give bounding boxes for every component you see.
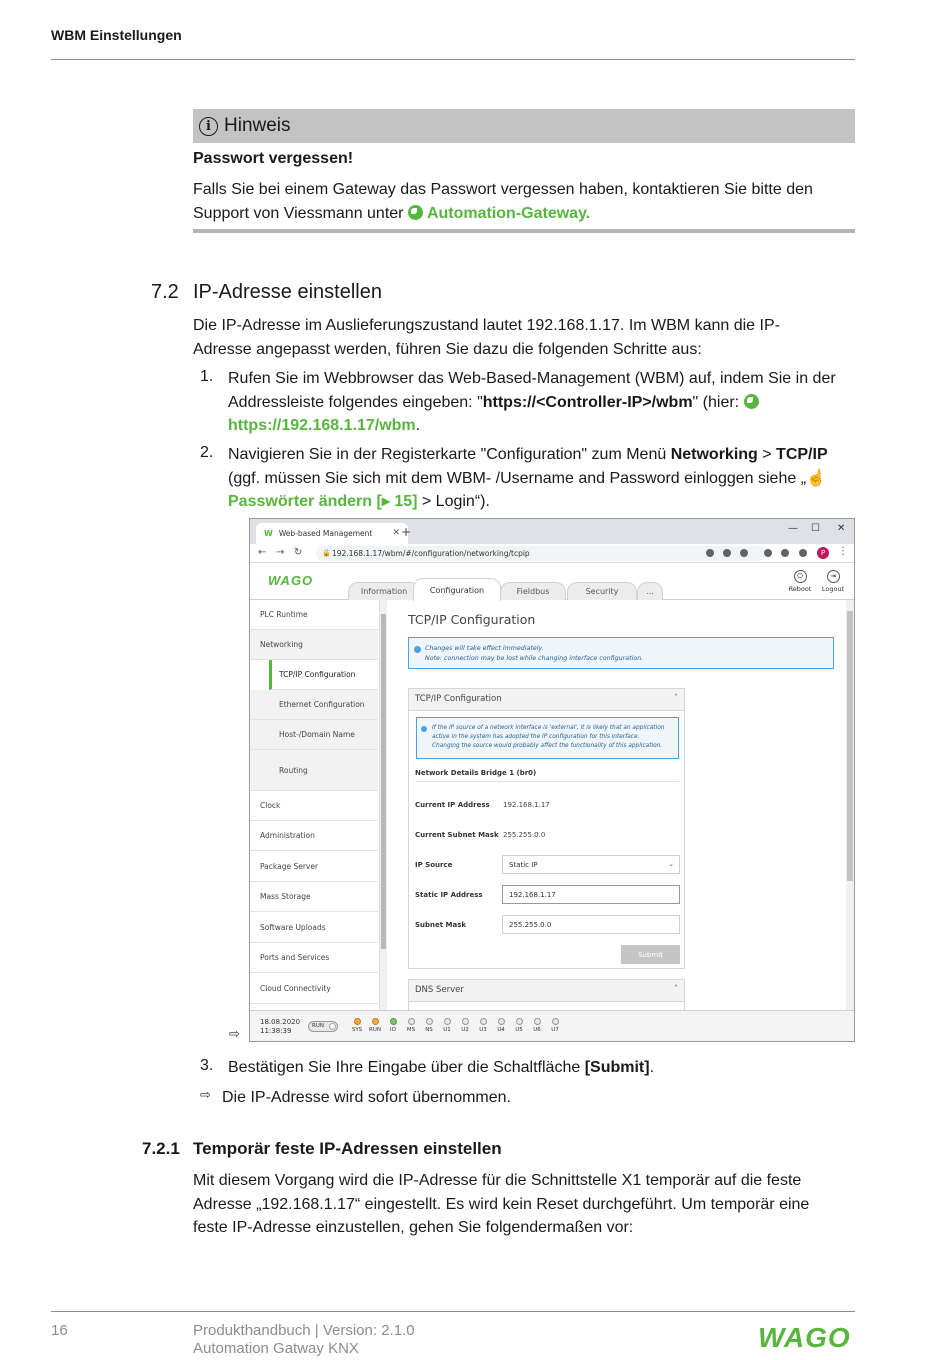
browser-tab-title: Web-based Management [278,529,373,538]
led-indicator [408,1018,415,1025]
section-number: 7.2 [151,281,179,303]
page-number: 16 [51,1322,68,1339]
sidebar-item-networking[interactable]: Networking [250,630,378,660]
sidebar-item-mass-storage[interactable]: Mass Storage [250,882,378,912]
led-u6 [530,1018,544,1033]
wbm-screenshot [249,518,855,1042]
step3-number: 3. [200,1057,214,1074]
chevron-up-icon[interactable]: ˄ [674,693,678,702]
led-ms [404,1018,418,1033]
sidebar-item-tcpip-configuration[interactable]: TCP/IP Configuration [269,660,378,690]
back-icon[interactable]: ← [258,547,267,558]
more-menu-icon[interactable]: ⋮ [838,546,848,557]
step1-text [228,367,850,438]
sidebar-item-administration[interactable]: Administration [250,821,378,851]
led-indicator [498,1018,505,1025]
section-intro: Die IP-Adresse im Auslieferungszustand lautet 192.168.1.17. Im WBM kann die IP-Adresse angepasst werden, führen Sie dazu die folgenden Schritte aus: [193,317,780,358]
led-u7 [548,1018,562,1033]
tcpip-panel [408,688,685,969]
wago-logo: WAGO [268,573,314,588]
maximize-icon[interactable]: ☐ [811,523,820,534]
step2-link-page: 15] [394,493,418,510]
panel-info-alert [416,717,679,759]
note-link[interactable] [408,205,590,222]
profile-avatar[interactable]: P [817,547,829,559]
led-label: U1 [443,1027,451,1033]
alert-line: Changes will take effect immediately. [425,645,544,652]
led-io [386,1018,400,1033]
step1-text-a: Rufen Sie im Webbrowser das Web-Based-Management (WBM) auf, indem Sie in der Addressleiste folgendes eingeben: " [228,370,836,411]
note-text [193,178,855,225]
step2-end: > Login“). [417,493,490,510]
status-datetime [260,1018,300,1036]
led-indicator [372,1018,379,1025]
ip-source-label: IP Source [415,861,453,869]
led-label: SYS [351,1027,363,1033]
dns-panel-header[interactable] [409,980,684,1002]
subnet-mask-input[interactable]: 255.255.0.0 [502,915,680,934]
wago-logo: WAGO [758,1322,851,1353]
page-header-title: WBM Einstellungen [51,27,182,43]
step2-menu-networking: Networking [670,446,758,463]
note-body: Falls Sie bei einem Gateway das Passwort vergessen haben, kontaktieren Sie bitte den Support von Viessmann unter [193,181,813,222]
result-arrow-icon: ⇨ [229,1026,240,1041]
step1-url-pattern: https://<Controller-IP>/wbm [482,393,693,411]
led-u4 [494,1018,508,1033]
led-u1 [440,1018,454,1033]
hand-pointer-icon: ☝ [806,469,826,487]
current-mask-value: 255.255.0.0 [503,831,546,839]
footer-rule [51,1311,855,1312]
step2-number: 2. [200,444,214,461]
sidebar-item-host-domain-name[interactable]: Host-/Domain Name [250,720,378,750]
close-icon[interactable]: ✕ [392,528,400,538]
led-run [368,1018,382,1033]
note-link-label: Automation-Gateway. [426,204,591,222]
led-label: U2 [461,1027,469,1033]
address-bar[interactable] [316,546,766,561]
led-indicator [444,1018,451,1025]
static-ip-input[interactable]: 192.168.1.17 [502,885,680,904]
step2-text-a: Navigieren Sie in der Registerkarte "Configuration" zum Menü [228,446,671,463]
chevron-down-icon: ⌄ [668,860,674,868]
footer-product-version: Produkthandbuch | Version: 2.1.0 [193,1322,415,1339]
note-subtitle: Passwort vergessen! [193,150,354,167]
status-date: 18.08.2020 [260,1018,301,1026]
logout-icon: ⇥ [827,570,840,583]
window-close-icon[interactable]: ✕ [837,523,846,534]
page-arrow-icon: ▸ [381,493,395,510]
forward-icon[interactable]: → [276,547,285,558]
browser-tab[interactable] [256,523,408,544]
step2-separator: > [757,446,777,463]
extension-icon[interactable] [781,549,789,557]
sidebar-item-package-server[interactable]: Package Server [250,852,378,882]
ip-source-value: Static IP [509,861,538,869]
led-indicator [534,1018,541,1025]
panel-title: TCP/IP Configuration [415,694,502,704]
note-header [193,109,855,143]
globe-icon [408,205,423,220]
led-indicator [354,1018,361,1025]
led-label: NS [425,1027,433,1033]
wbm-header [250,564,854,600]
led-indicator [390,1018,397,1025]
current-ip-label: Current IP Address [415,801,490,809]
led-label: MS [406,1027,416,1033]
wago-favicon-icon: W [264,529,273,538]
current-mask-label: Current Subnet Mask [415,831,499,839]
led-u2 [458,1018,472,1033]
tab-configuration[interactable]: Configuration [413,578,501,601]
alert-line: Note: connection may be lost while changing interface configuration. [425,654,644,662]
sidebar-item-clock[interactable]: Clock [250,791,378,821]
led-indicator [462,1018,469,1025]
wbm-content [388,600,846,1010]
current-ip-value: 192.168.1.17 [503,801,550,809]
step3-text [228,1056,848,1080]
step3-text-a: Bestätigen Sie Ihre Eingabe über die Schaltfläche [228,1059,585,1076]
led-label: RUN [369,1027,381,1033]
step2-link-label: Passwörter ändern [ [228,493,382,510]
subsection-number: 7.2.1 [142,1139,180,1158]
note-bottom-rule [193,229,855,233]
panel-alert-line: Changing the source would probably affect the functionality of this application. [432,743,663,749]
new-tab-icon[interactable]: + [401,525,412,539]
info-icon: i [199,117,218,136]
panel-alert-line: If the IP source of a network interface is 'external', it is likely that an application [432,725,665,731]
wbm-statusbar [250,1010,854,1042]
result-text: Die IP-Adresse wird sofort übernommen. [222,1089,511,1106]
led-sys [350,1018,364,1033]
led-ns [422,1018,436,1033]
led-indicator [480,1018,487,1025]
sidebar-item-plc-runtime[interactable]: PLC Runtime [250,600,378,630]
content-title: TCP/IP Configuration [408,612,536,627]
ip-source-select[interactable] [502,855,680,874]
note-title: Hinweis [224,115,291,136]
led-label: U7 [551,1027,559,1033]
led-indicator [426,1018,433,1025]
result-arrow-icon: ⇨ [200,1087,211,1102]
tab-information[interactable]: Information [348,582,420,600]
info-alert [408,637,834,669]
step2-menu-tcpip: TCP/IP [776,446,828,463]
run-switch-label: RUN [312,1023,324,1029]
dns-panel-title: DNS Server [415,985,464,995]
led-label: U3 [479,1027,487,1033]
step2-text-b: (ggf. müssen Sie sich mit dem WBM- /Username and Password einloggen siehe „ [228,469,807,487]
sidebar-item-cloud-connectivity[interactable]: Cloud Connectivity [250,974,378,1004]
led-label: IO [390,1027,396,1033]
sidebar-item-software-uploads[interactable]: Software Uploads [250,913,378,943]
bookmark-star-icon[interactable] [740,549,748,557]
browser-tab-strip [250,519,854,544]
logout-label: Logout [821,585,845,593]
wbm-sidebar [250,600,380,1010]
led-label: U5 [515,1027,523,1033]
step1-link-label: https://192.168.1.17/wbm [228,417,416,434]
power-icon: ⏻ [794,570,807,583]
reboot-button[interactable] [786,570,814,593]
browser-toolbar [250,544,854,563]
translate-icon[interactable] [723,549,731,557]
led-label: U6 [533,1027,541,1033]
puzzle-icon[interactable] [799,549,807,557]
sidebar-scroll-thumb[interactable] [381,614,386,949]
content-scroll-thumb[interactable] [847,611,853,881]
submit-button[interactable]: Submit [621,945,680,964]
sidebar-item-ethernet-configuration[interactable]: Ethernet Configuration [250,690,378,720]
led-indicator [516,1018,523,1025]
step1-end: . [415,417,421,434]
footer-product-name: Automation Gatway KNX [193,1340,359,1357]
static-ip-label: Static IP Address [415,891,483,899]
step3-end: . [649,1059,655,1076]
section-title: IP-Adresse einstellen [193,281,382,303]
panel-header[interactable] [409,689,684,711]
step1-text-b: " (hier: [692,393,744,411]
step3-submit-label: [Submit] [584,1059,650,1076]
globe-icon [744,394,759,409]
key-icon[interactable] [706,549,714,557]
divider [415,781,679,782]
subsection-title: Temporär feste IP-Adressen einstellen [193,1139,502,1158]
minimize-icon[interactable]: — [788,523,798,534]
run-switch [308,1021,338,1032]
switch-knob [329,1023,336,1030]
panel-alert-line: active in the system has adopted the IP configuration for this interface. [432,734,640,740]
tab-security[interactable]: Security [567,582,637,600]
network-details-heading: Network Details Bridge 1 (br0) [415,769,537,777]
tab-more[interactable]: ... [637,582,663,600]
subnet-mask-label: Subnet Mask [415,921,467,929]
logout-button[interactable] [819,570,847,593]
extension-icon[interactable] [764,549,772,557]
chevron-up-icon[interactable]: ˄ [674,984,678,993]
subsection-text: Mit diesem Vorgang wird die IP-Adresse für die Schnittstelle X1 temporär auf die feste Adresse „192.168.1.17“ eingestellt. Es wird kein Reset durchgeführt. Um temporär eine feste IP-Adresse einzustellen, gehen Sie folgendermaßen vor: [193,1172,810,1236]
lock-icon: 🔒 [322,549,331,557]
info-icon [414,646,421,653]
info-icon [421,726,427,732]
status-time: 11:38:39 [260,1027,292,1035]
reboot-label: Reboot [788,585,812,593]
address-url: 192.168.1.17/wbm/#/configuration/networking/tcpip [332,549,530,558]
led-u5 [512,1018,526,1033]
reload-icon[interactable]: ↻ [294,547,303,558]
sidebar-item-routing[interactable]: Routing [250,750,378,791]
tab-fieldbus[interactable]: Fieldbus [500,582,566,600]
step1-number: 1. [200,368,214,385]
header-rule [51,59,855,60]
led-label: U4 [497,1027,505,1033]
led-u3 [476,1018,490,1033]
led-indicator [552,1018,559,1025]
step2-text [228,443,855,514]
sidebar-item-ports-and-services[interactable]: Ports and Services [250,943,378,973]
